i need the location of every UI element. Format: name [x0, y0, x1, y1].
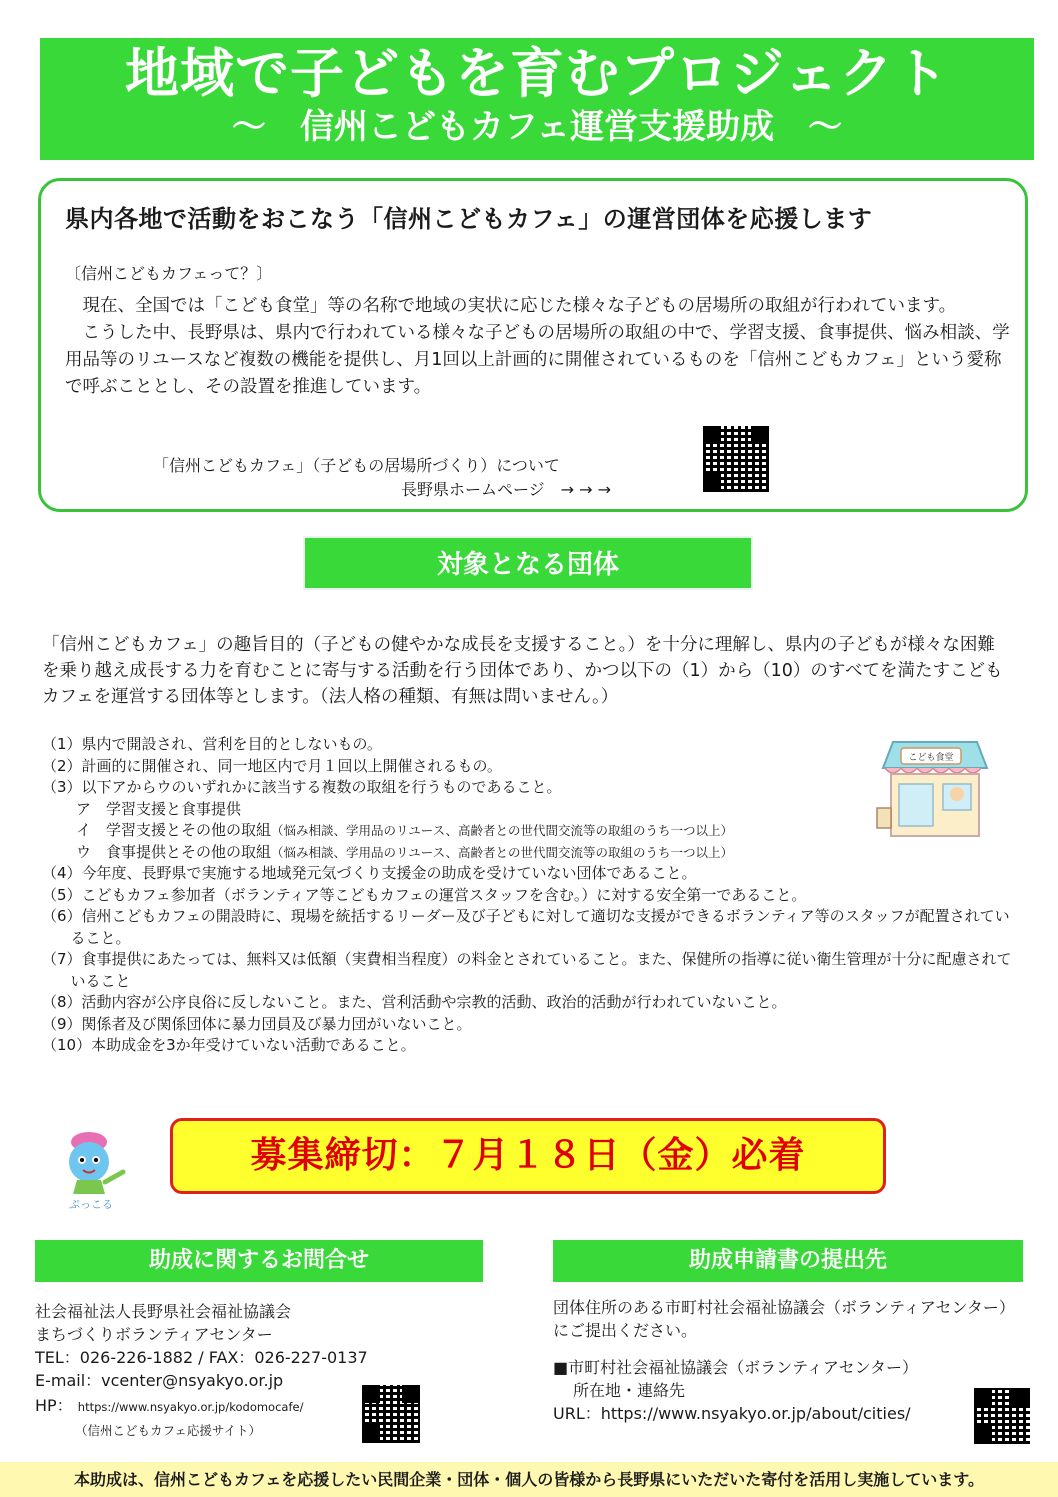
about-heading: 県内各地で活動をおこなう「信州こどもカフェ」の運営団体を応援します [65, 205, 873, 233]
about-box [38, 178, 1028, 512]
submit-bullet-sub: 所在地・連絡先 [573, 1381, 686, 1400]
list-item: （6）信州こどもカフェの開設時に、現場を統括するリーダー及び子どもに対して適切な支援ができるボランティア等のスタッフが配置されていること。 [42, 907, 1010, 947]
list-item: （8）活動内容が公序良俗に反しないこと。また、営利活動や宗教的活動、政治的活動が行われていないこと。 [42, 993, 787, 1011]
inquiry-contact [35, 1300, 535, 1442]
target-heading: 対象となる団体 [303, 536, 753, 590]
mascot-illustration [55, 1128, 131, 1212]
submit-instruction: 団体住所のある市町村社会福祉協議会（ボランティアセンター）にご提出ください。 [553, 1298, 1015, 1340]
homepage-link[interactable]: https://www.nsyakyo.or.jp/kodomocafe/ [77, 1400, 304, 1414]
about-label: 〔信州こどもカフェって？〕 [65, 264, 273, 283]
list-item: イ 学習支援とその他の取組（悩み相談、学用品のリユース、高齢者との世代間交流等の取組のうち一つ以上） [76, 821, 734, 839]
list-item: （9）関係者及び関係団体に暴力団員及び暴力団がいないこと。 [42, 1014, 472, 1033]
homepage-site-name: （信州こどもカフェ応援サイト） [75, 1423, 262, 1438]
deadline-banner: 募集締切：７月１８日（金）必着 [170, 1118, 886, 1194]
about-link-pointer: 長野県ホームページ → → → [401, 480, 612, 499]
inquiry-heading: 助成に関するお問合せ [35, 1240, 483, 1282]
about-body [65, 293, 1015, 401]
list-item: （7）食事提供にあたっては、無料又は低額（実費相当程度）の料金とされていること。また、保健所の指導に従い衛生管理が十分に配慮されていること [42, 950, 1012, 990]
target-description: 「信州こどもカフェ」の趣旨目的（子どもの健やかな成長を支援すること。）を十分に理解し、県内の子どもが様々な困難を乗り越え成長する力を育むことに寄与する活動を行う団体であり、かつ以下の（1）から（10）のすべてを満たすこどもカフェを運営する団体等とします。（法人格の種類、有無は問いません。） [42, 635, 1003, 707]
org-dept: まちづくりボランティアセンター [35, 1325, 273, 1344]
phone-fax: TEL：026-226-1882 / FAX：026-227-0137 [35, 1348, 368, 1367]
footer-note: 本助成は、信州こどもカフェを応援したい民間企業・団体・個人の皆様から長野県にいただいた寄付を活用し実施しています。 [0, 1462, 1058, 1497]
list-item: （4）今年度、長野県で実施する地域発元気づくり支援金の助成を受けていない団体であること。 [42, 864, 697, 882]
list-item: （1）県内で開設され、営利を目的としないもの。 [42, 735, 382, 753]
mascot-caption: ぷっこる [69, 1198, 113, 1211]
list-item: ア 学習支援と食事提供 [76, 799, 242, 818]
about-link-text: 「信州こどもカフェ」（子どもの居場所づくり）について [153, 456, 560, 475]
list-item: （5）こどもカフェ参加者（ボランティア等こどもカフェの運営スタッフを含む。）に対する安全第一であること。 [42, 885, 807, 904]
title-banner [40, 38, 1034, 160]
illustration-sign: こども食堂 [908, 753, 954, 763]
list-item: （10）本助成金を3か年受けていない活動であること。 [42, 1036, 416, 1054]
about-paragraph: こうした中、長野県は、県内で行われている様々な子どもの居場所の取組の中で、学習支援、食事提供、悩み相談、学用品等のリユースなど複数の機能を提供し、月1回以上計画的に開催されているものを「信州こどもカフェ」という愛称で呼ぶこととし、その設置を推進しています。 [65, 323, 1010, 397]
email-address[interactable]: E-mail：vcenter@nsyakyo.or.jp [35, 1371, 284, 1390]
page-subtitle: ～ 信州こどもカフェ運営支援助成 ～ [231, 107, 843, 147]
homepage-row [35, 1394, 535, 1419]
qr-code-icon [362, 1385, 420, 1443]
submit-info [553, 1296, 1023, 1425]
submit-heading: 助成申請書の提出先 [553, 1240, 1023, 1282]
org-name: 社会福祉法人長野県社会福祉協議会 [35, 1302, 292, 1321]
list-item: （2）計画的に開催され、同一地区内で月１回以上開催されるもの。 [42, 756, 502, 775]
list-item: ウ 食事提供とその他の取組（悩み相談、学用品のリユース、高齢者との世代間交流等の取組のうち一つ以上） [76, 842, 734, 861]
list-item: （3）以下アからウのいずれかに該当する複数の取組を行うものであること。 [42, 778, 562, 796]
submit-url-link[interactable]: URL：https://www.nsyakyo.or.jp/about/cities/ [553, 1404, 911, 1423]
kodomo-shokudo-illustration [875, 728, 995, 846]
about-paragraph: 現在、全国では「こども食堂」等の名称で地域の実状に応じた様々な子どもの居場所の取組が行われています。 [82, 296, 957, 316]
page-title: 地域で子どもを育むプロジェクト [125, 42, 949, 105]
qr-code-icon [974, 1388, 1030, 1444]
submit-bullet: ■市町村社会福祉協議会（ボランティアセンター） [553, 1358, 919, 1377]
qr-code-icon [703, 426, 769, 492]
homepage-label: HP： [35, 1396, 73, 1415]
